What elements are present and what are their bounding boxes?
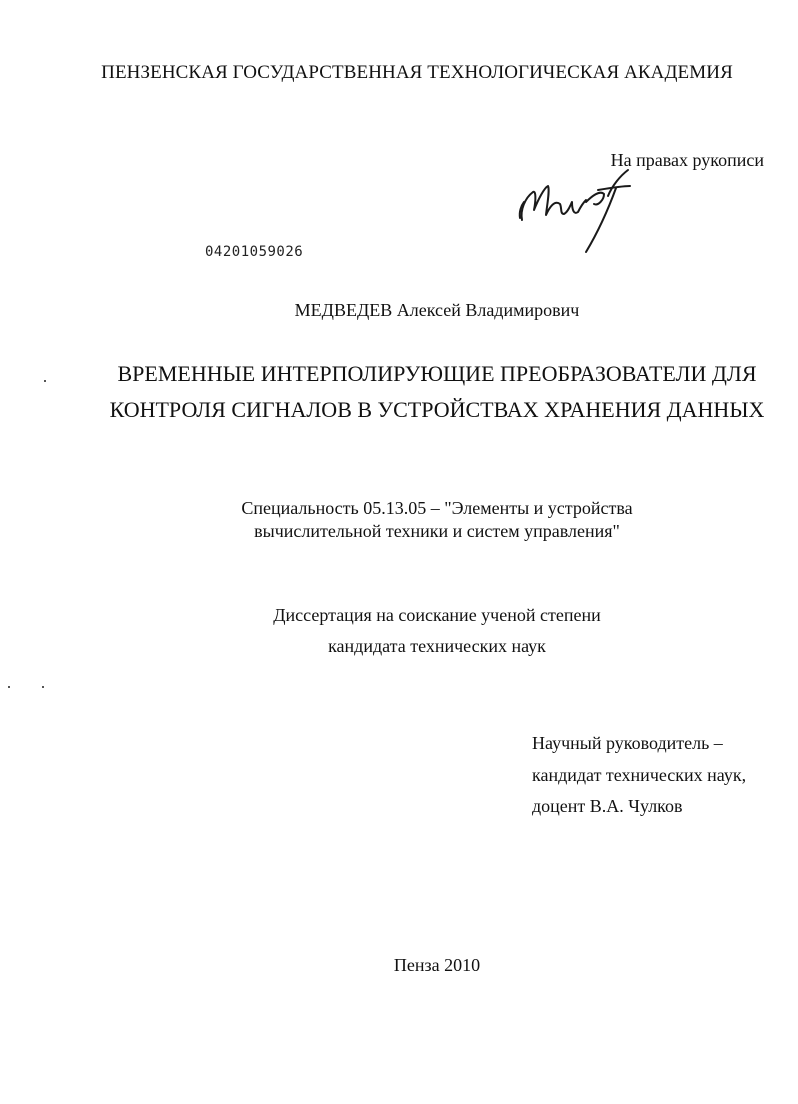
advisor-line-1: Научный руководитель – (532, 733, 723, 753)
scan-speck (8, 686, 10, 688)
advisor-line-3: доцент В.А. Чулков (532, 796, 683, 816)
advisor-line-2: кандидат технических наук, (532, 765, 747, 785)
specialty-line-2: вычислительной техники и систем управления" (254, 521, 620, 541)
specialty-line-1: Специальность 05.13.05 – "Элементы и устройства (241, 498, 633, 518)
dissertation-line-2: кандидата технических наук (328, 636, 546, 656)
manuscript-note: На правах рукописи (610, 150, 764, 170)
thesis-title-line-2: КОНТРОЛЯ СИГНАЛОВ В УСТРОЙСТВАХ ХРАНЕНИЯ ДАННЫХ (109, 397, 765, 422)
scan-speck (44, 380, 46, 382)
institution-name: ПЕНЗЕНСКАЯ ГОСУДАРСТВЕННАЯ ТЕХНОЛОГИЧЕСКАЯ АКАДЕМИЯ (101, 62, 733, 83)
city-year: Пенза 2010 (393, 955, 481, 975)
author-name: МЕДВЕДЕВ Алексей Владимирович (294, 300, 580, 320)
document-number: 04201059026 (205, 244, 304, 260)
thesis-title-line-1: ВРЕМЕННЫЕ ИНТЕРПОЛИРУЮЩИЕ ПРЕОБРАЗОВАТЕЛИ ДЛЯ (117, 361, 757, 386)
dissertation-line-1: Диссертация на соискание ученой степени (273, 605, 601, 625)
handwritten-signature (500, 160, 650, 260)
scan-speck (42, 686, 44, 688)
